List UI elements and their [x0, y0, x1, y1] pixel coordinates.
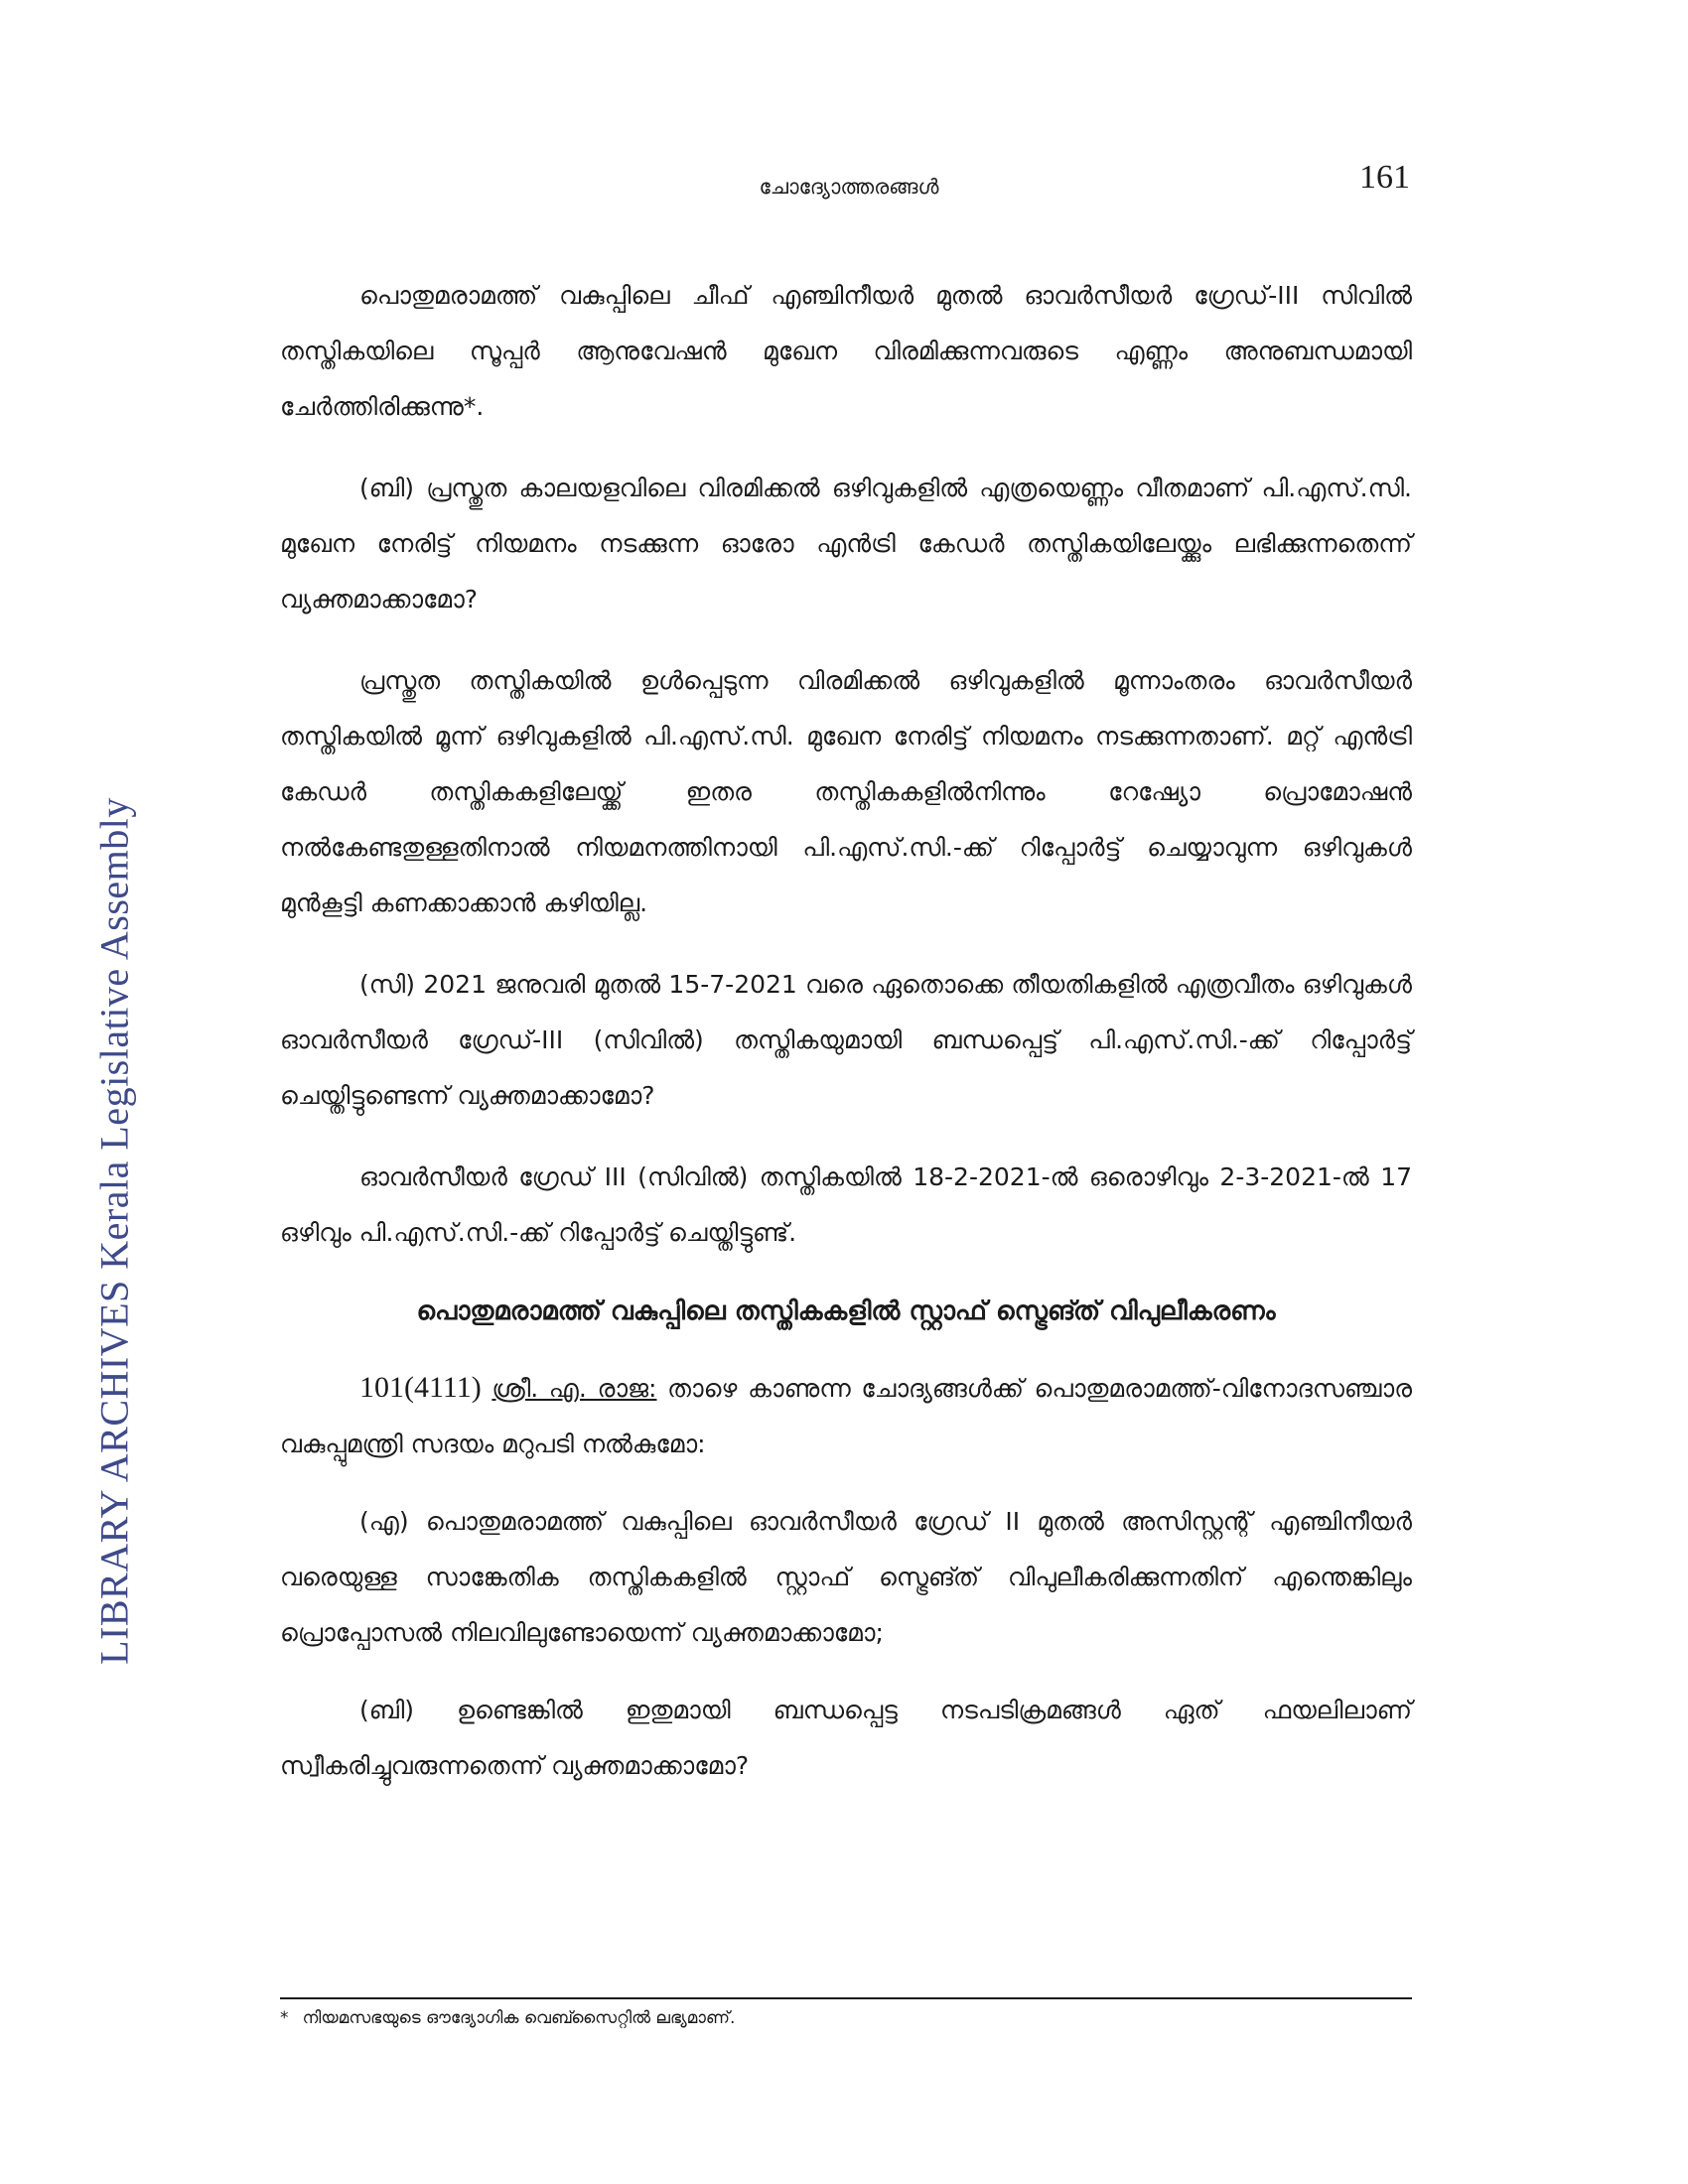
footnote-text: നിയമസഭയുടെ ഔദ്യോഗിക വെബ്സൈറ്റിൽ ലഭ്യമാണ്. — [302, 2008, 736, 2028]
question-number: 101(4111) — [359, 1371, 482, 1404]
answer-paragraph-b: പ്രസ്തുത തസ്തികയിൽ ഉൾപ്പെടുന്ന വിരമിക്കൽ ഒഴിവുകളിൽ മൂന്നാംതരം ഓവർസീയർ തസ്തികയിൽ മൂന്ന് ഒഴിവുകളിൽ പി.എസ്.സി. മുഖേന നേരിട്ട് നിയമനം നടക്കുന്നതാണ്. മറ്റ് എൻട്രി കേഡർ തസ്തികകളിലേയ്ക്ക് ഇതര തസ്തികകളിൽനിന്നും റേഷ്യോ പ്രൊമോഷൻ നൽകേണ്ടതുള്ളതിനാൽ നിയമനത്തിനായി പി.എസ്.സി.-ക്ക് റിപ്പോർട്ട് ചെയ്യാവുന്ന ഒഴിവുകൾ മുൻകൂട്ടി കണക്കാക്കാൻ കഴിയില്ല. — [280, 666, 1412, 917]
member-name: ശ്രീ. എ. രാജ: — [492, 1374, 657, 1403]
page-number: 161 — [1359, 159, 1410, 196]
footnote-divider — [280, 1997, 1412, 1999]
question-intro — [280, 1360, 1412, 1472]
question-part-a: (എ) പൊതുമരാമത്ത് വകുപ്പിലെ ഓവർസീയർ ഗ്രേഡ് II മുതൽ അസിസ്റ്റന്റ് എഞ്ചിനീയർ വരെയുള്ള സാങ്കേതിക തസ്തികകളിൽ സ്റ്റാഫ് സ്ട്രെങ്ത് വിപുലീകരിക്കുന്നതിന് എന്തെങ്കിലും പ്രൊപ്പോസൽ നിലവിലുണ്ടോയെന്ന് വ്യക്തമാക്കാമോ; — [280, 1507, 1412, 1647]
page-body — [280, 268, 1412, 1816]
running-header-title: ചോദ്യോത്തരങ്ങൾ — [759, 175, 939, 199]
section-heading: പൊതുമരാമത്ത് വകുപ്പിലെ തസ്തികകളിൽ സ്റ്റാഫ് സ്ട്രെങ്ത് വിപുലീകരണം — [416, 1297, 1276, 1326]
footnote — [280, 2005, 1412, 2031]
answer-paragraph-c: ഓവർസീയർ ഗ്രേഡ് III (സിവിൽ) തസ്തികയിൽ 18-2-2021-ൽ ഒരൊഴിവും 2-3-2021-ൽ 17 ഒഴിവും പി.എസ്.സി.-ക്ക് റിപ്പോർട്ട് ചെയ്തിട്ടുണ്ട്. — [280, 1162, 1412, 1247]
answer-paragraph-a: പൊതുമരാമത്ത് വകുപ്പിലെ ചീഫ് എഞ്ചിനീയർ മുതൽ ഓവർസീയർ ഗ്രേഡ്-III സിവിൽ തസ്തികയിലെ സൂപ്പർ ആനുവേഷൻ മുഖേന വിരമിക്കുന്നവരുടെ എണ്ണം അനുബന്ധമായി ചേർത്തിരിക്കുന്നു*. — [280, 281, 1412, 421]
question-part-b: (ബി) പ്രസ്തുത കാലയളവിലെ വിരമിക്കൽ ഒഴിവുകളിൽ എത്രയെണ്ണം വീതമാണ് പി.എസ്.സി. മുഖേന നേരിട്ട് നിയമനം നടക്കുന്ന ഓരോ എൻട്രി കേഡർ തസ്തികയിലേയ്ക്കും ലഭിക്കുന്നതെന്ന് വ്യക്തമാക്കാമോ? — [280, 474, 1412, 614]
footnote-mark: * — [280, 2008, 289, 2028]
question-intro-text: താഴെ കാണുന്ന ചോദ്യങ്ങൾക്ക് പൊതുമരാമത്ത്-വിനോദസഞ്ചാര വകുപ്പുമന്ത്രി സദയം മറുപടി നൽകുമോ: — [280, 1374, 1412, 1458]
question-part-c: (സി) 2021 ജനുവരി മുതൽ 15-7-2021 വരെ ഏതൊക്കെ തീയതികളിൽ എത്രവീതം ഒഴിവുകൾ ഓവർസീയർ ഗ്രേഡ്-III (സിവിൽ) തസ്തികയുമായി ബന്ധപ്പെട്ട് പി.എസ്.സി.-ക്ക് റിപ്പോർട്ട് ചെയ്തിട്ടുണ്ടെന്ന് വ്യക്തമാക്കാമോ? — [280, 970, 1412, 1110]
question-part-b-new: (ബി) ഉണ്ടെങ്കിൽ ഇതുമായി ബന്ധപ്പെട്ട നടപടിക്രമങ്ങൾ ഏത് ഫയലിലാണ് സ്വീകരിച്ചുവരുന്നതെന്ന് വ്യക്തമാക്കാമോ? — [280, 1696, 1412, 1780]
archive-watermark: LIBRARY ARCHIVES Kerala Legislative Assembly — [91, 797, 137, 1665]
